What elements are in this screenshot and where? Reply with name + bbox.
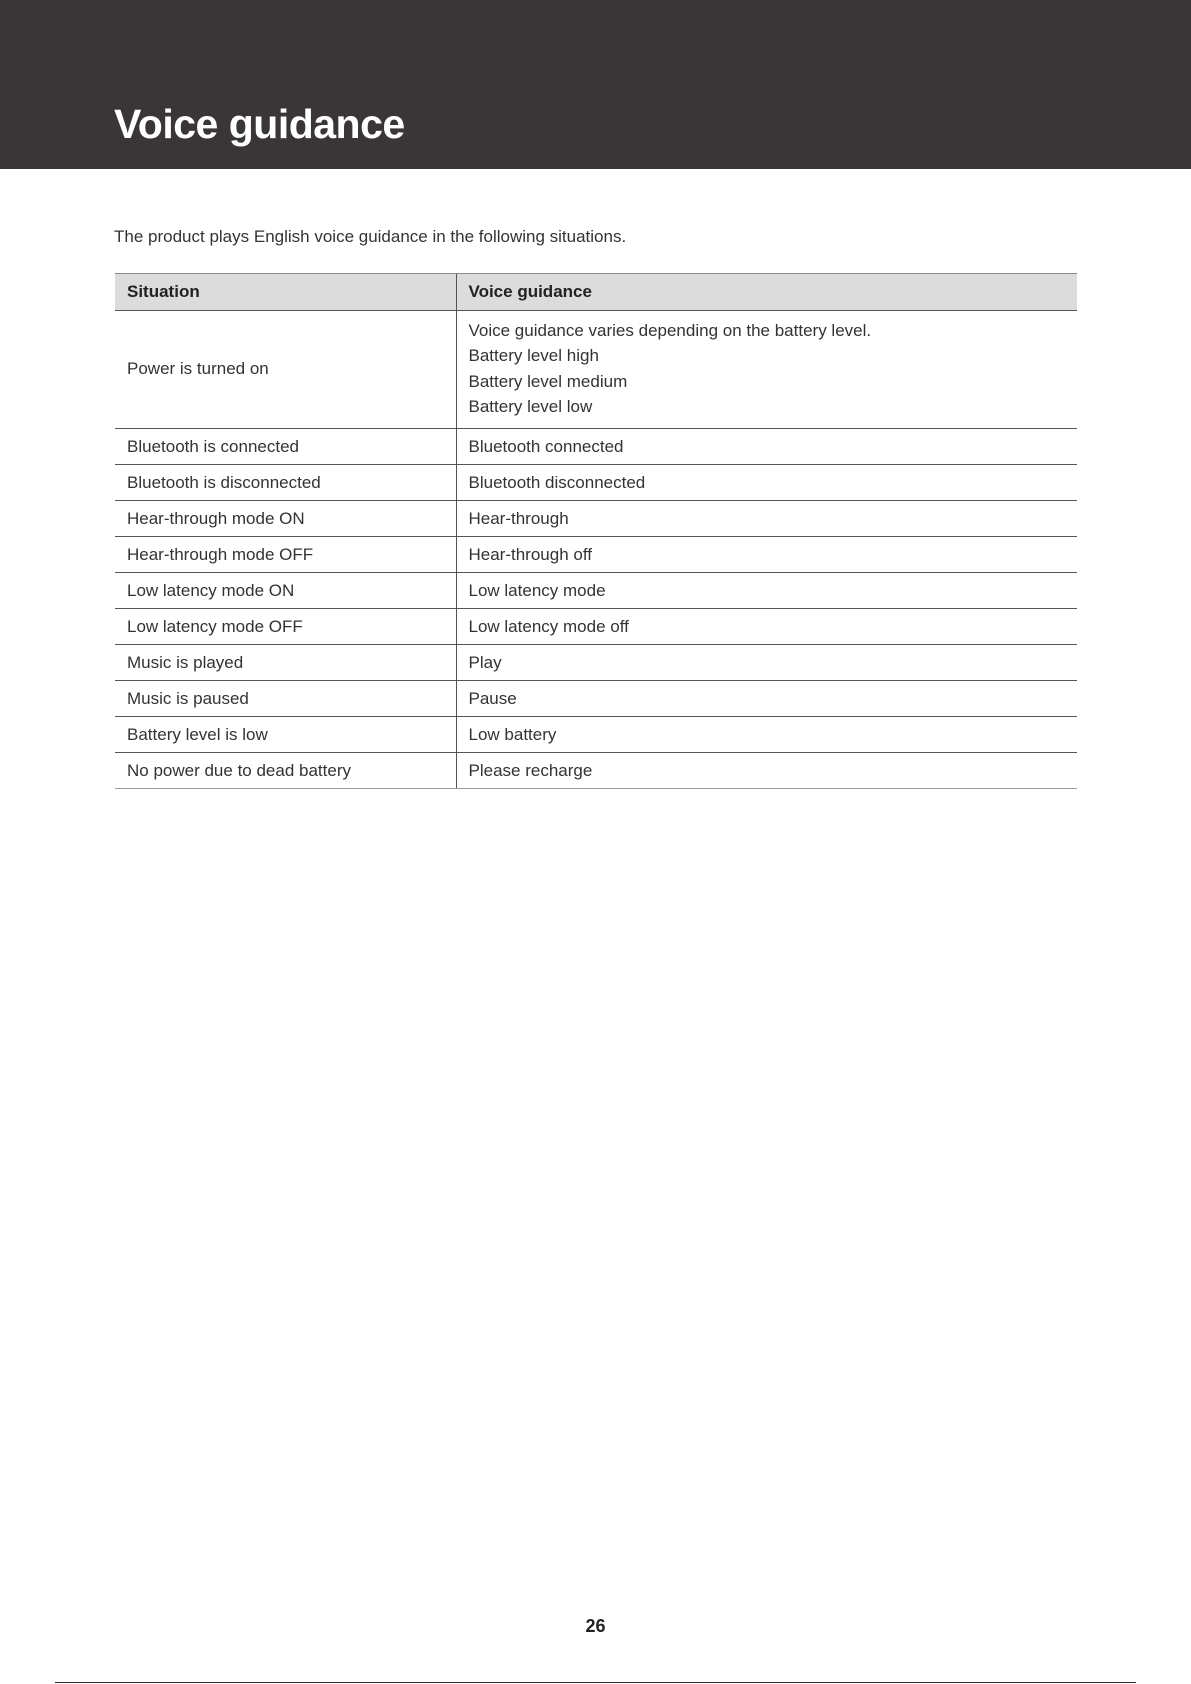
table-row [115, 573, 1077, 609]
header-banner [0, 0, 1191, 169]
column-header-voice-guidance: Voice guidance [456, 274, 1077, 311]
column-header-situation: Situation [115, 274, 456, 311]
table-row [115, 311, 1077, 429]
intro-text: The product plays English voice guidance in the following situations. [114, 227, 627, 246]
table-body [115, 311, 1077, 789]
table-row [115, 429, 1077, 465]
situation-cell: Low latency mode OFF [115, 609, 456, 645]
situation-cell: Power is turned on [115, 311, 456, 429]
voice-guidance-cell: Bluetooth connected [456, 429, 1077, 465]
table-row [115, 717, 1077, 753]
page-title: Voice guidance [114, 101, 405, 147]
voice-guidance-line: Battery level high [468, 346, 599, 365]
voice-guidance-note: Voice guidance varies depending on the battery level. [468, 320, 872, 340]
voice-guidance-line: Battery level medium [468, 371, 628, 391]
situation-cell: Battery level is low [115, 717, 456, 753]
voice-guidance-cell [456, 311, 1077, 429]
voice-guidance-cell: Low latency mode off [456, 609, 1077, 645]
table-header [115, 274, 1077, 311]
table-row [115, 465, 1077, 501]
table-row [115, 501, 1077, 537]
situation-cell: Bluetooth is disconnected [115, 465, 456, 501]
table-row [115, 609, 1077, 645]
voice-guidance-line: Battery level low [468, 397, 593, 416]
table-row [115, 537, 1077, 573]
footer-divider [55, 1682, 1136, 1683]
voice-guidance-cell: Low latency mode [456, 573, 1077, 609]
situation-cell: Music is played [115, 645, 456, 681]
situation-cell: Hear-through mode OFF [115, 537, 456, 573]
situation-cell: Low latency mode ON [115, 573, 456, 609]
voice-guidance-cell: Play [456, 645, 1077, 681]
table-row [115, 753, 1077, 789]
voice-guidance-cell: Pause [456, 681, 1077, 717]
page-number: 26 [585, 1616, 606, 1636]
situation-cell: Music is paused [115, 681, 456, 717]
voice-guidance-cell: Low battery [456, 717, 1077, 753]
situation-cell: No power due to dead battery [115, 753, 456, 789]
voice-guidance-cell: Bluetooth disconnected [456, 465, 1077, 501]
table-header-row [115, 274, 1077, 311]
table-row [115, 681, 1077, 717]
voice-guidance-cell: Hear-through [456, 501, 1077, 537]
situation-cell: Hear-through mode ON [115, 501, 456, 537]
voice-guidance-cell: Hear-through off [456, 537, 1077, 573]
voice-guidance-cell: Please recharge [456, 753, 1077, 789]
situation-cell: Bluetooth is connected [115, 429, 456, 465]
voice-guidance-table [115, 273, 1077, 789]
table-row [115, 645, 1077, 681]
